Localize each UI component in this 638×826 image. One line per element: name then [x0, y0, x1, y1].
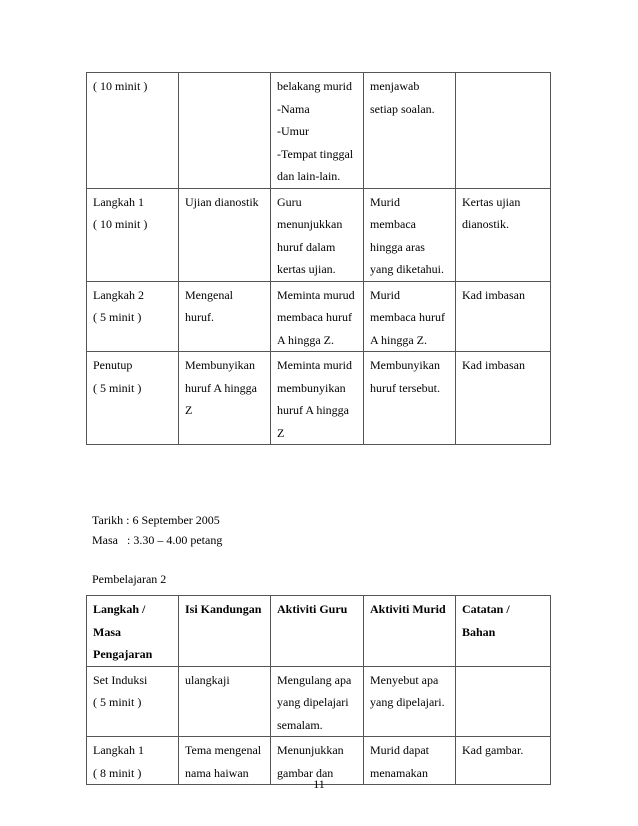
- lesson-date: Tarikh : 6 September 2005: [92, 513, 220, 527]
- column-header: Isi Kandungan: [179, 596, 271, 667]
- column-header: Catatan / Bahan: [456, 596, 551, 667]
- table-cell: Meminta murud membaca huruf A hingga Z.: [271, 281, 364, 352]
- table-cell: [456, 73, 551, 189]
- table-cell: ( 10 minit ): [87, 73, 179, 189]
- table-cell: Kertas ujian dianostik.: [456, 188, 551, 281]
- table-row: [87, 281, 551, 352]
- lesson-table: [86, 595, 551, 785]
- table-cell: Murid membaca hingga aras yang diketahui.: [364, 188, 456, 281]
- table-cell: Kad imbasan: [456, 352, 551, 445]
- section-title: Pembelajaran 2: [92, 572, 167, 586]
- table-cell: Mengulang apa yang dipelajari semalam.: [271, 666, 364, 737]
- table-cell: Murid dapat menamakan: [364, 737, 456, 785]
- table-cell: Murid membaca huruf A hingga Z.: [364, 281, 456, 352]
- table-cell: Langkah 2 ( 5 minit ): [87, 281, 179, 352]
- table-cell: [179, 73, 271, 189]
- table-cell: Tema mengenal nama haiwan: [179, 737, 271, 785]
- table-cell: ulangkaji: [179, 666, 271, 737]
- table-row: [87, 73, 551, 189]
- table-header-row: [87, 596, 551, 667]
- table-cell: Set Induksi ( 5 minit ): [87, 666, 179, 737]
- table-cell: Penutup ( 5 minit ): [87, 352, 179, 445]
- table-cell: Meminta murid membunyikan huruf A hingga Z: [271, 352, 364, 445]
- table-cell: Langkah 1 ( 8 minit ): [87, 737, 179, 785]
- table-row: [87, 666, 551, 737]
- lesson-table-continued: [86, 72, 551, 445]
- table-cell: Guru menunjukkan huruf dalam kertas ujian.: [271, 188, 364, 281]
- table-cell: Ujian dianostik: [179, 188, 271, 281]
- table-cell: belakang murid -Nama -Umur -Tempat tinggal dan lain-lain.: [271, 73, 364, 189]
- table-cell: Menunjukkan gambar dan: [271, 737, 364, 785]
- lesson-time: Masa : 3.30 – 4.00 petang: [92, 533, 223, 547]
- page-number: 11: [313, 777, 325, 791]
- table-cell: [456, 666, 551, 737]
- column-header: Aktiviti Murid: [364, 596, 456, 667]
- table-cell: menjawab setiap soalan.: [364, 73, 456, 189]
- table-cell: Kad imbasan: [456, 281, 551, 352]
- table-row: [87, 188, 551, 281]
- column-header: Aktiviti Guru: [271, 596, 364, 667]
- table-cell: Membunyikan huruf A hingga Z: [179, 352, 271, 445]
- table-cell: Langkah 1 ( 10 minit ): [87, 188, 179, 281]
- table-row: [87, 352, 551, 445]
- table-cell: Membunyikan huruf tersebut.: [364, 352, 456, 445]
- table-cell: Kad gambar.: [456, 737, 551, 785]
- table-cell: Menyebut apa yang dipelajari.: [364, 666, 456, 737]
- column-header: Langkah / Masa Pengajaran: [87, 596, 179, 667]
- table-cell: Mengenal huruf.: [179, 281, 271, 352]
